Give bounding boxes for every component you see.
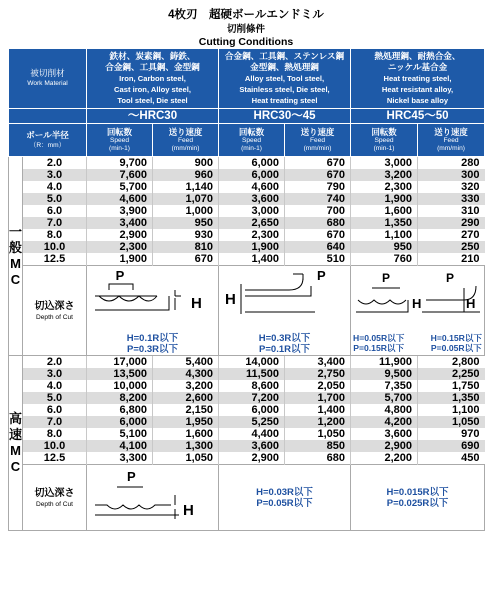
section-label-general: 一 般 M C	[9, 157, 23, 356]
radius-cell: 12.5	[23, 452, 87, 465]
radius-cell: 6.0	[23, 404, 87, 416]
speed-cell: 10,000	[87, 380, 153, 392]
depth-of-cut-row	[9, 465, 485, 531]
speed-cell: 760	[351, 253, 418, 266]
section-high-speed-mc	[9, 356, 485, 531]
speed-cell: 6,000	[87, 416, 153, 428]
speed-cell: 3,000	[219, 205, 285, 217]
speed-cell: 7,200	[219, 392, 285, 404]
svg-text:P: P	[381, 271, 390, 285]
header-spacer	[9, 109, 87, 124]
feed-cell: 1,700	[285, 392, 351, 404]
feed-cell: 1,300	[153, 440, 219, 452]
speed-cell: 7,350	[351, 380, 418, 392]
feed-cell: 2,750	[285, 368, 351, 380]
feed-cell: 670	[285, 229, 351, 241]
speed-cell: 4,400	[219, 428, 285, 440]
table-row	[9, 404, 485, 416]
feed-cell: 950	[153, 217, 219, 229]
radius-cell: 2.0	[23, 356, 87, 369]
material-group-2: 合金鋼、工具鋼、ステンレス鋼 金型鋼、熱処理鋼 Alloy steel, Tool steel, Stainless steel, Die steel, Heat treating steel	[219, 49, 351, 109]
depth-diagram-2	[219, 266, 351, 356]
radius-cell: 5.0	[23, 193, 87, 205]
feed-cell: 250	[418, 241, 485, 253]
feed-cell: 670	[285, 169, 351, 181]
ball-end-cut-diagram-icon	[87, 266, 219, 328]
speed-cell: 5,100	[87, 428, 153, 440]
speed-cell: 3,200	[351, 169, 418, 181]
feed-cell: 2,150	[153, 404, 219, 416]
feed-cell: 1,050	[153, 452, 219, 465]
section-label-high-speed: 高 速 M C	[9, 356, 23, 531]
material-group-3: 熱処理鋼、耐熱合金、 ニッケル基合金 Heat treating steel, Heat resistant alloy, Nickel base alloy	[351, 49, 485, 109]
table-row	[9, 253, 485, 266]
feed-cell: 1,000	[153, 205, 219, 217]
feed-header-2: 送り速度 Feed (mm/min)	[285, 124, 351, 157]
depth-of-cut-label: 切込深さ Depth of Cut	[23, 465, 87, 531]
speed-cell: 3,600	[351, 428, 418, 440]
speed-cell: 1,900	[351, 193, 418, 205]
radius-cell: 7.0	[23, 217, 87, 229]
speed-cell: 2,200	[351, 452, 418, 465]
depth-note-h: H=0.03R以下	[256, 486, 313, 498]
feed-cell: 290	[418, 217, 485, 229]
svg-text:H: H	[225, 291, 236, 308]
radius-cell: 4.0	[23, 380, 87, 392]
feed-cell: 2,050	[285, 380, 351, 392]
speed-cell: 1,600	[351, 205, 418, 217]
radius-cell: 3.0	[23, 169, 87, 181]
radius-cell: 10.0	[23, 241, 87, 253]
svg-text:H: H	[191, 295, 202, 312]
speed-cell: 5,700	[87, 181, 153, 193]
speed-cell: 8,600	[219, 380, 285, 392]
material-group-1: 鉄材、炭素鋼、鋳鉄、 合金鋼、工具鋼、金型鋼 Iron, Carbon steel, Cast iron, Alloy steel, Tool steel, Die steel	[87, 49, 219, 109]
feed-header-1: 送り速度 Feed (mm/min)	[153, 124, 219, 157]
speed-header-3: 回転数 Speed (min-1)	[351, 124, 418, 157]
feed-cell: 1,400	[285, 404, 351, 416]
depth-diagram-high-speed	[87, 465, 219, 531]
radius-cell: 10.0	[23, 440, 87, 452]
feed-cell: 850	[285, 440, 351, 452]
speed-cell: 1,900	[87, 253, 153, 266]
feed-cell: 270	[418, 229, 485, 241]
table-row	[9, 416, 485, 428]
work-material-header: 被切削材 Work Material	[9, 49, 87, 109]
speed-cell: 6,800	[87, 404, 153, 416]
feed-cell: 1,070	[153, 193, 219, 205]
depth-note-p: P=0.15R以下	[353, 343, 405, 353]
depth-note-p: P=0.05R以下	[430, 343, 482, 353]
feed-cell: 790	[285, 181, 351, 193]
speed-cell: 6,000	[219, 157, 285, 170]
feed-cell: 670	[153, 253, 219, 266]
feed-cell: 640	[285, 241, 351, 253]
feed-cell: 1,200	[285, 416, 351, 428]
table-row	[9, 241, 485, 253]
svg-text:H: H	[411, 296, 421, 311]
table-row	[9, 229, 485, 241]
page-title-block	[0, 8, 492, 49]
depth-note-p: P=0.3R以下	[127, 344, 178, 355]
speed-cell: 4,800	[351, 404, 418, 416]
depth-note-p: P=0.025R以下	[386, 497, 449, 509]
speed-cell: 3,000	[351, 157, 418, 170]
speed-cell: 2,300	[219, 229, 285, 241]
speed-cell: 6,000	[219, 404, 285, 416]
speed-cell: 9,700	[87, 157, 153, 170]
table-row	[9, 217, 485, 229]
speed-cell: 1,100	[351, 229, 418, 241]
feed-cell: 1,050	[418, 416, 485, 428]
speed-header-1: 回転数 Speed (min-1)	[87, 124, 153, 157]
page-title: 4枚刃 超硬ボールエンドミル	[168, 9, 324, 21]
feed-cell: 680	[285, 452, 351, 465]
speed-header-2: 回転数 Speed (min-1)	[219, 124, 285, 157]
table-row	[9, 169, 485, 181]
radius-cell: 12.5	[23, 253, 87, 266]
feed-cell: 1,100	[418, 404, 485, 416]
speed-cell: 6,000	[219, 169, 285, 181]
depth-diagram-3	[351, 266, 485, 356]
feed-cell: 1,950	[153, 416, 219, 428]
speed-cell: 4,100	[87, 440, 153, 452]
feed-cell: 330	[418, 193, 485, 205]
depth-of-cut-row	[9, 266, 485, 356]
speed-cell: 7,600	[87, 169, 153, 181]
speed-cell: 3,300	[87, 452, 153, 465]
feed-cell: 1,050	[285, 428, 351, 440]
speed-cell: 11,500	[219, 368, 285, 380]
feed-cell: 960	[153, 169, 219, 181]
speed-cell: 3,600	[219, 440, 285, 452]
depth-note-h: H=0.1R以下	[126, 333, 179, 344]
feed-cell: 680	[285, 217, 351, 229]
feed-cell: 810	[153, 241, 219, 253]
depth-of-cut-label: 切込深さ Depth of Cut	[23, 266, 87, 356]
hardness-3: HRC45～50	[351, 109, 485, 124]
radius-cell: 7.0	[23, 416, 87, 428]
feed-cell: 670	[285, 157, 351, 170]
speed-cell: 17,000	[87, 356, 153, 369]
speed-cell: 4,200	[351, 416, 418, 428]
speed-cell: 950	[351, 241, 418, 253]
table-row	[9, 157, 485, 170]
feed-cell: 300	[418, 169, 485, 181]
table-row	[9, 452, 485, 465]
feed-cell: 2,250	[418, 368, 485, 380]
speed-cell: 1,400	[219, 253, 285, 266]
depth-note-h: H=0.05R以下	[353, 333, 405, 343]
speed-cell: 1,350	[351, 217, 418, 229]
feed-cell: 900	[153, 157, 219, 170]
depth-note-h: H=0.15R以下	[430, 333, 483, 343]
depth-note-high-speed-3	[351, 465, 485, 531]
depth-note-p: P=0.05R以下	[256, 497, 313, 509]
cutting-conditions-table	[8, 48, 485, 531]
feed-cell: 3,400	[285, 356, 351, 369]
speed-cell: 3,600	[219, 193, 285, 205]
ball-radius-header: ボール半径 （R：mm）	[9, 124, 87, 157]
feed-header-3: 送り速度 Feed (mm/min)	[418, 124, 485, 157]
hardness-2: HRC30～45	[219, 109, 351, 124]
feed-cell: 450	[418, 452, 485, 465]
svg-text:H: H	[183, 502, 194, 519]
table-row	[9, 392, 485, 404]
feed-cell: 3,200	[153, 380, 219, 392]
speed-cell: 8,200	[87, 392, 153, 404]
table-row	[9, 380, 485, 392]
high-speed-cut-diagram-icon	[87, 465, 219, 525]
feed-cell: 690	[418, 440, 485, 452]
depth-note-h: H=0.015R以下	[386, 486, 449, 498]
hardness-1: ～HRC30	[87, 109, 219, 124]
speed-cell: 9,500	[351, 368, 418, 380]
depth-diagram-1	[87, 266, 219, 356]
speed-cell: 14,000	[219, 356, 285, 369]
feed-cell: 1,140	[153, 181, 219, 193]
radius-cell: 8.0	[23, 428, 87, 440]
speed-cell: 2,900	[351, 440, 418, 452]
speed-cell: 2,300	[351, 181, 418, 193]
speed-cell: 4,600	[219, 181, 285, 193]
speed-cell: 3,400	[87, 217, 153, 229]
feed-cell: 210	[418, 253, 485, 266]
speed-cell: 3,900	[87, 205, 153, 217]
feed-cell: 1,350	[418, 392, 485, 404]
svg-text:P: P	[127, 469, 136, 484]
svg-text:H: H	[465, 296, 475, 311]
depth-note-h: H=0.3R以下	[258, 333, 311, 344]
feed-cell: 1,750	[418, 380, 485, 392]
svg-text:P: P	[445, 271, 454, 285]
feed-cell: 1,600	[153, 428, 219, 440]
table-row	[9, 368, 485, 380]
table-row	[9, 181, 485, 193]
speed-cell: 2,900	[219, 452, 285, 465]
depth-note-p: P=0.1R以下	[259, 344, 310, 355]
feed-cell: 4,300	[153, 368, 219, 380]
table-row	[9, 440, 485, 452]
speed-cell: 4,600	[87, 193, 153, 205]
feed-cell: 280	[418, 157, 485, 170]
feed-cell: 320	[418, 181, 485, 193]
speed-cell: 2,300	[87, 241, 153, 253]
speed-cell: 2,900	[87, 229, 153, 241]
svg-text:P: P	[115, 268, 125, 283]
speed-cell: 5,250	[219, 416, 285, 428]
table-row	[9, 205, 485, 217]
radius-cell: 3.0	[23, 368, 87, 380]
radius-cell: 6.0	[23, 205, 87, 217]
radius-cell: 2.0	[23, 157, 87, 170]
feed-cell: 970	[418, 428, 485, 440]
table-row	[9, 193, 485, 205]
feed-cell: 510	[285, 253, 351, 266]
speed-cell: 1,900	[219, 241, 285, 253]
page-subtitle-en: Cutting Conditions	[198, 36, 294, 48]
table-row	[9, 356, 485, 369]
radius-cell: 4.0	[23, 181, 87, 193]
speed-cell: 13,500	[87, 368, 153, 380]
feed-cell: 740	[285, 193, 351, 205]
feed-cell: 700	[285, 205, 351, 217]
table-row	[9, 428, 485, 440]
speed-cell: 2,650	[219, 217, 285, 229]
speed-cell: 11,900	[351, 356, 418, 369]
section-general-mc	[9, 157, 485, 356]
feed-cell: 310	[418, 205, 485, 217]
page-subtitle-jp: 切削條件	[226, 24, 265, 35]
feed-cell: 2,600	[153, 392, 219, 404]
radius-cell: 8.0	[23, 229, 87, 241]
feed-cell: 930	[153, 229, 219, 241]
radius-cell: 5.0	[23, 392, 87, 404]
depth-note-high-speed-2	[219, 465, 351, 531]
svg-text:P: P	[317, 268, 326, 283]
feed-cell: 2,800	[418, 356, 485, 369]
hard-material-cut-diagram-icon	[352, 266, 484, 328]
speed-cell: 5,700	[351, 392, 418, 404]
side-cut-diagram-icon	[219, 266, 351, 328]
feed-cell: 5,400	[153, 356, 219, 369]
